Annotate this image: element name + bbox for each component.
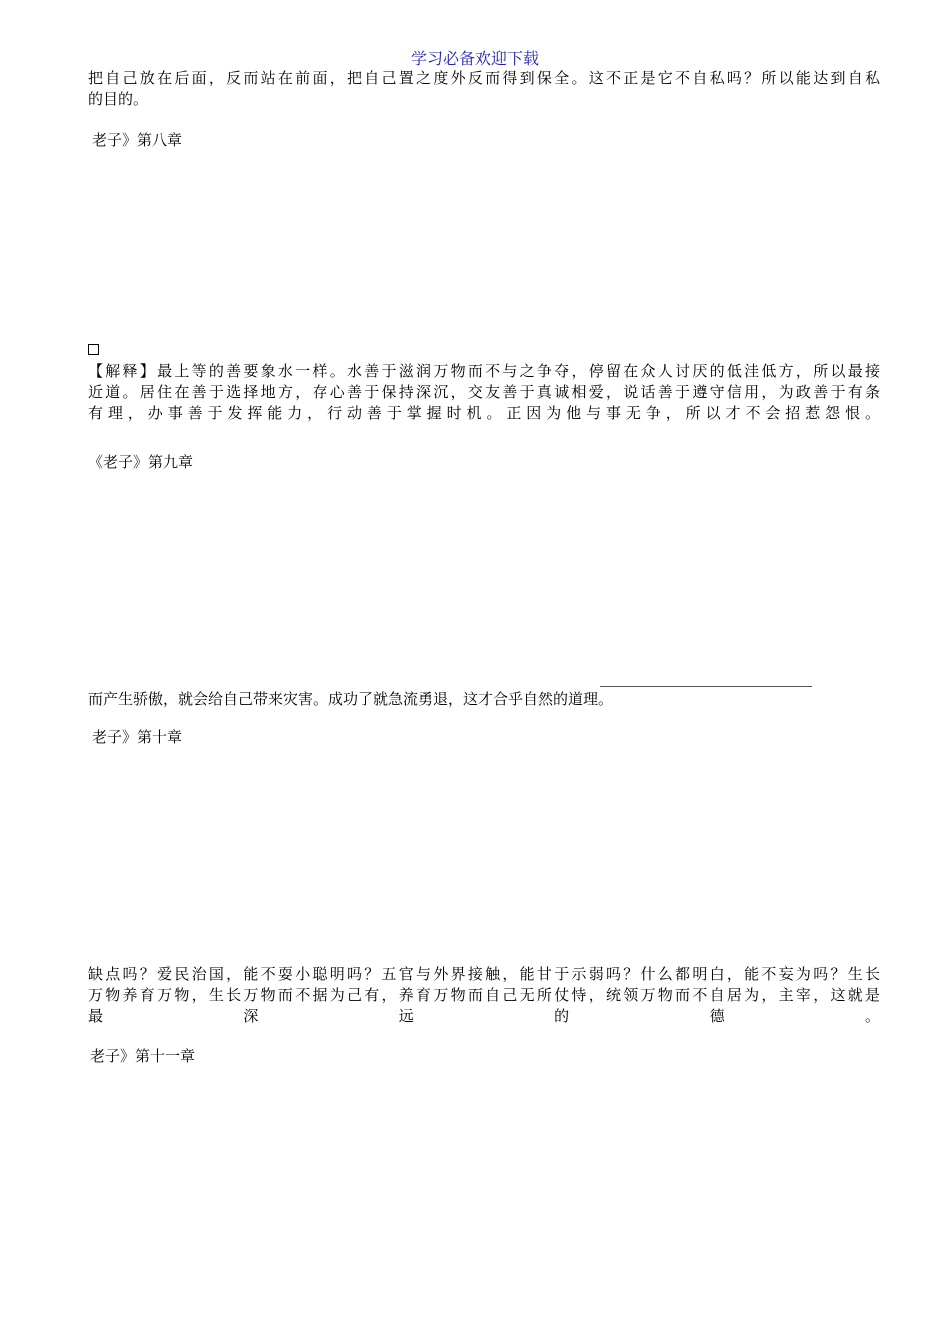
text-char: 。 [864,1007,880,1025]
spaced-text-line [88,1006,880,1027]
page-header: 学习必备欢迎下载 [410,49,539,68]
text-char: 德 [709,1007,725,1025]
paragraph-chapter10-explanation [88,964,880,1027]
text-line: 【解释】最上等的善要象水一样。水善于滋润万物而不与之争夺，停留在众人讨厌的低洼低方，所以最接 [88,362,880,380]
chapter-heading-11: 老子》第十一章 [90,1047,196,1065]
horizontal-rule [600,686,812,687]
chapter-heading-10: 老子》第十章 [92,728,183,746]
paragraph-chapter8-explanation [88,361,880,424]
text-line: 有理，办事善于发挥能力，行动善于掌握时机。正因为他与事无争，所以才不会招惹怨恨。 [88,404,880,422]
text-char: 远 [398,1007,414,1025]
paragraph-chapter7-end [88,68,880,110]
paragraph-chapter9-end: 而产生骄傲，就会给自己带来灾害。成功了就急流勇退，这才合乎自然的道理。 [88,690,614,708]
chapter-heading-8: 老子》第八章 [92,131,183,149]
text-char: 的 [554,1007,570,1025]
text-line: 缺点吗？爱民治国，能不耍小聪明吗？五官与外界接触，能甘于示弱吗？什么都明白，能不妄为吗？生长 [88,965,880,983]
text-line: 万物养育万物，生长万物而不据为己有，养育万物而自己无所仗恃，统领万物而不自居为，主宰，这就是 [88,986,880,1004]
text-char: 深 [243,1007,259,1025]
text-line: 的目的。 [88,90,149,108]
text-line: 近道。居住在善于选择地方，存心善于保持深沉，交友善于真诚相爱，说话善于遵守信用，为政善于有条 [88,383,880,401]
text-char: 最 [88,1007,104,1025]
text-line: 把自己放在后面，反而站在前面，把自己置之度外反而得到保全。这不正是它不自私吗？所以能达到自私 [88,69,880,87]
empty-box-glyph [88,344,99,355]
chapter-heading-9: 《老子》第九章 [88,453,194,471]
